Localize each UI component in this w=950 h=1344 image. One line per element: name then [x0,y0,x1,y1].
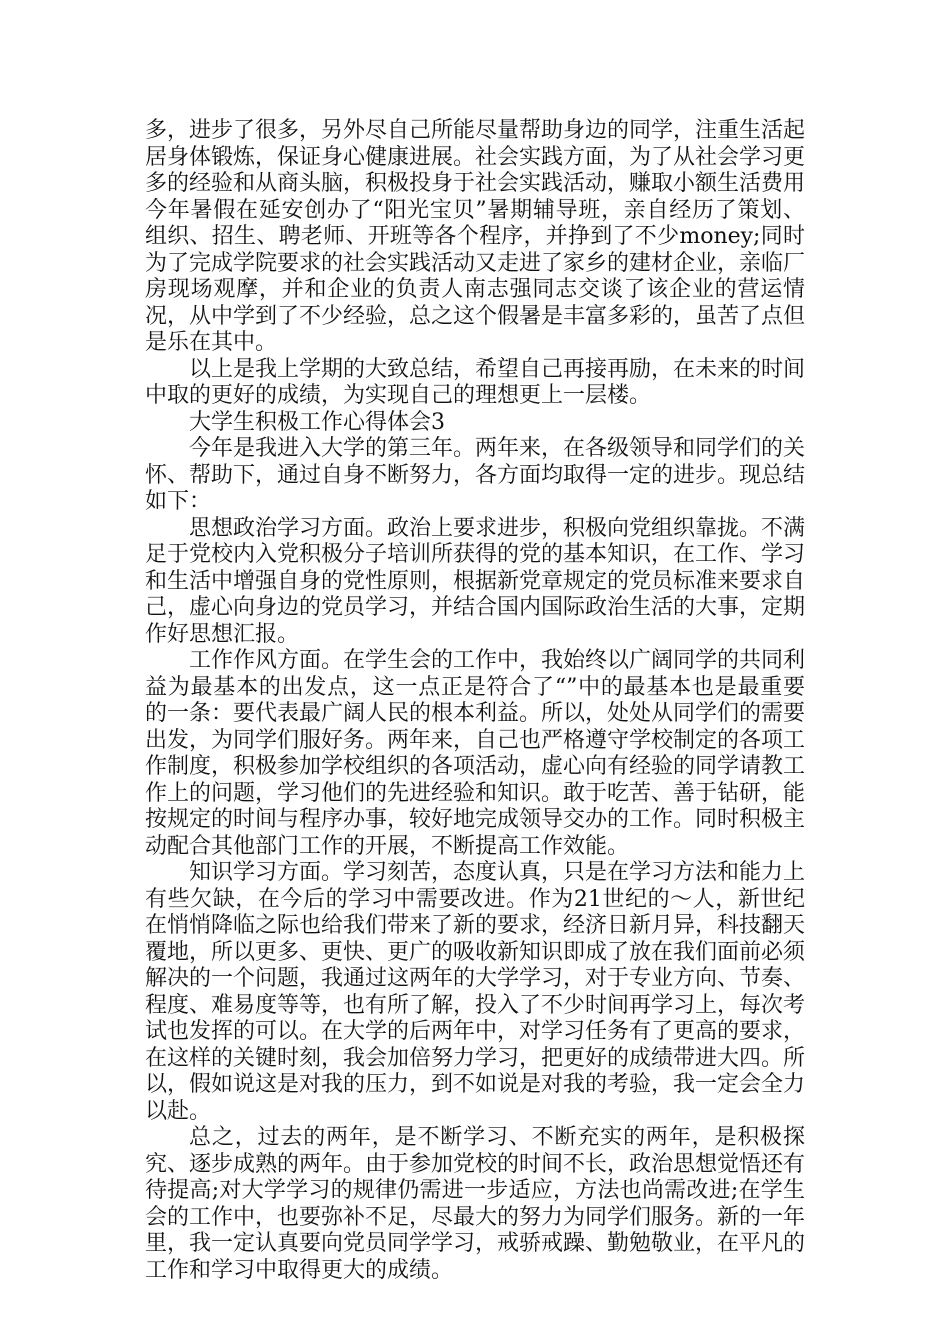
paragraph-continued: 多，进步了很多，另外尽自己所能尽量帮助身边的同学，注重生活起居身体锻炼，保证身心健康进展。社会实践方面，为了从社会学习更多的经验和从商头脑，积极投身于社会实践活动，赚取小额生活费用今年暑假在延安创办了“阳光宝贝”暑期辅导班，亲自经历了策划、组织、招生、聘老师、开班等各个程序，并挣到了不少money;同时为了完成学院要求的社会实践活动又走进了家乡的建材企业，亲临厂房现场观摩，并和企业的负责人南志强同志交谈了该企业的营运情况，从中学到了不少经验，总之这个假暑是丰富多彩的，虽苦了点但是乐在其中。 [145,118,806,355]
paragraph-intro: 今年是我进入大学的第三年。两年来，在各级领导和同学们的关怀、帮助下，通过自身不断努力，各方面均取得一定的进步。现总结如下： [145,436,806,514]
paragraph-political-study: 思想政治学习方面。政治上要求进步，积极向党组织靠拢。不满足于党校内入党积极分子培训所获得的党的基本知识，在工作、学习和生活中增强自身的党性原则，根据新党章规定的党员标准来要求自己，虚心向身边的党员学习，并结合国内国际政治生活的大事，定期作好思想汇报。 [145,515,806,647]
paragraph-work-style: 工作作风方面。在学生会的工作中，我始终以广阔同学的共同利益为最基本的出发点，这一点正是符合了“”中的最基本也是最重要的一条：要代表最广阔人民的根本利益。所以，处处从同学们的需要出发，为同学们服好务。两年来，自己也严格遵守学校制定的各项工作制度，积极参加学校组织的各项活动，虚心向有经验的同学请教工作上的问题，学习他们的先进经验和知识。敢于吃苦、善于钻研，能按规定的时间与程序办事，较好地完成领导交办的工作。同时积极主动配合其他部门工作的开展，不断提高工作效能。 [145,648,806,859]
paragraph-knowledge-study: 知识学习方面。学习刻苦，态度认真，只是在学习方法和能力上有些欠缺，在今后的学习中需要改进。作为21世纪的～人，新世纪在悄悄降临之际也给我们带来了新的要求，经济日新月异，科技翻天覆地，所以更多、更快、更广的吸收新知识即成了放在我们面前必须解决的一个问题，我通过这两年的大学学习，对于专业方向、节奏、程度、难易度等等，也有所了解，投入了不少时间再学习上，每次考试也发挥的可以。在大学的后两年中，对学习任务有了更高的要求，在这样的关键时刻，我会加倍努力学习，把更好的成绩带进大四。所以，假如说这是对我的压力，到不如说是对我的考验，我一定会全力以赴。 [145,860,806,1124]
document-body [145,118,805,1284]
section-heading: 大学生积极工作心得体会3 [189,409,445,435]
paragraph-summary: 以上是我上学期的大致总结，希望自己再接再励，在未来的时间中取的更好的成绩，为实现自己的理想更上一层楼。 [145,356,806,408]
paragraph-conclusion: 总之，过去的两年，是不断学习、不断充实的两年，是积极探究、逐步成熟的两年。由于参加党校的时间不长，政治思想觉悟还有待提高;对大学学习的规律仍需进一步适应，方法也尚需改进;在学生会的工作中，也要弥补不足，尽最大的努力为同学们服务。新的一年里，我一定认真要向党员同学学习，戒骄戒躁、勤勉敬业，在平凡的工作和学习中取得更大的成绩。 [145,1125,806,1283]
